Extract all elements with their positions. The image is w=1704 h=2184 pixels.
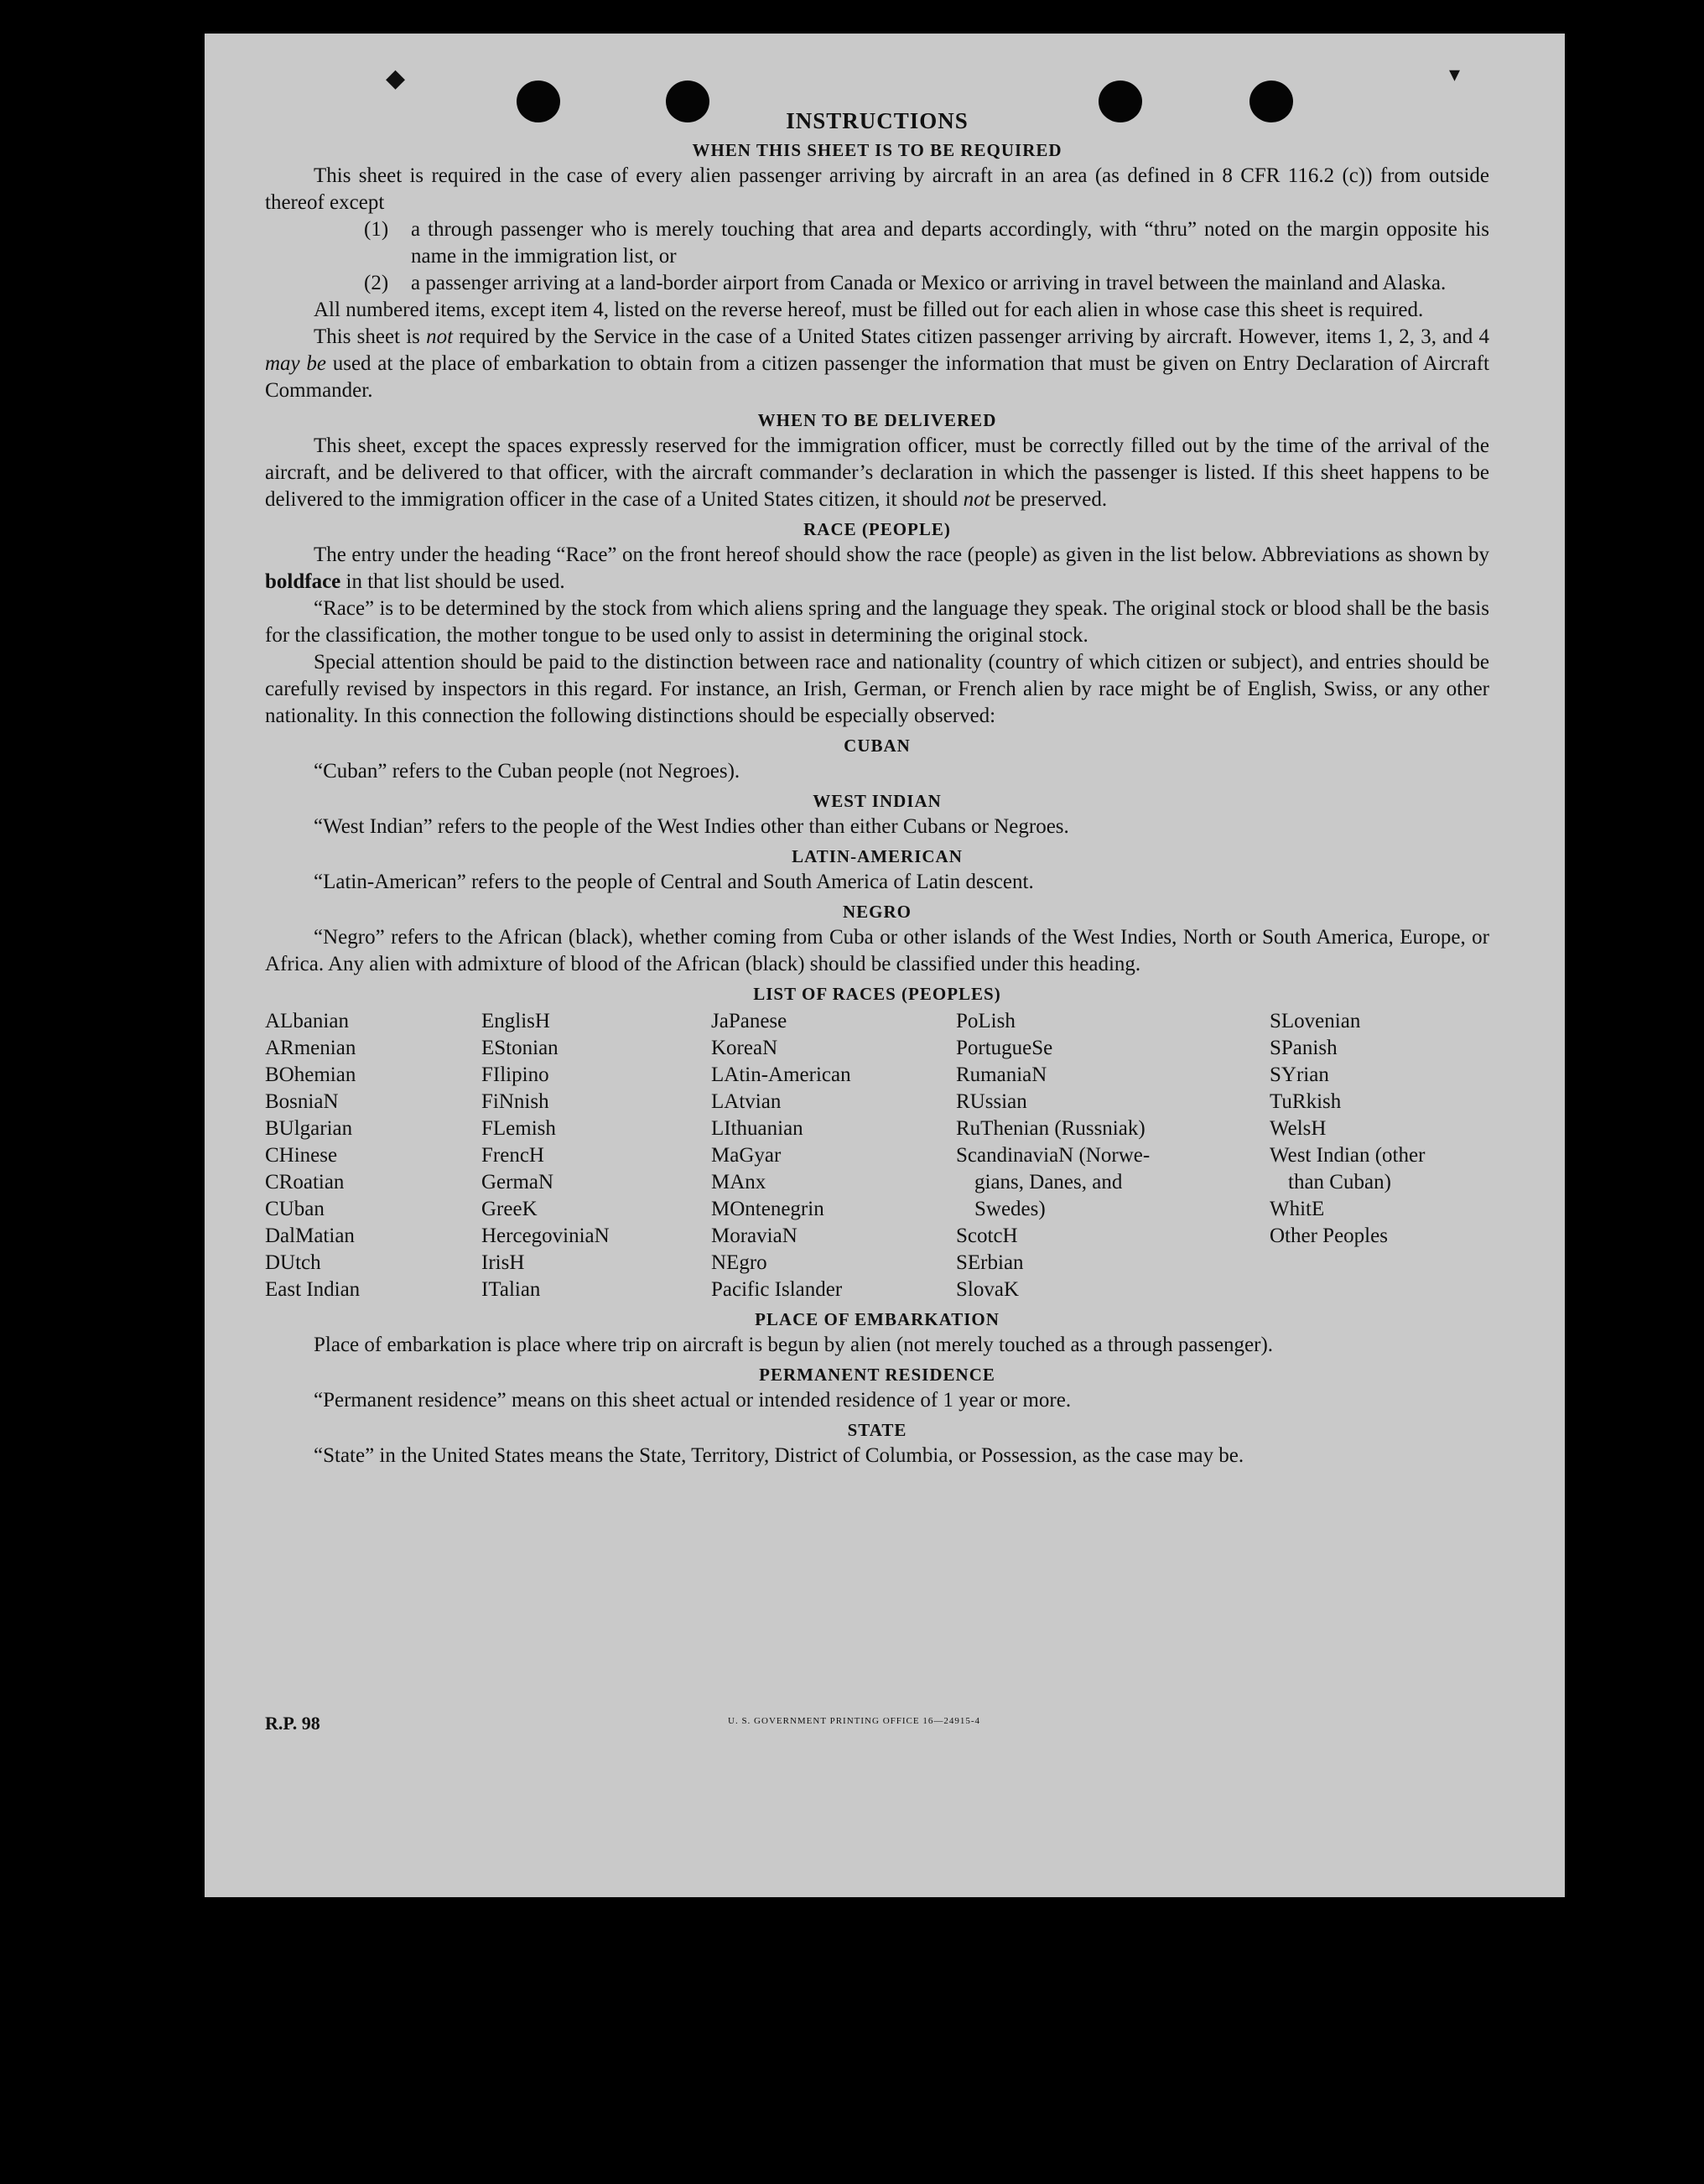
race-list-item-continued: than Cuban)	[1288, 1171, 1391, 1193]
race-list-item: MOntenegrin	[711, 1198, 824, 1220]
instructions-body	[265, 107, 1489, 1469]
race-list-item: GreeK	[481, 1198, 538, 1220]
race-list-item: MaGyar	[711, 1144, 782, 1167]
race-list-item: MoraviaN	[711, 1225, 797, 1247]
race-paragraph-3: Special attention should be paid to the distinction between race and nationality (country of which citizen or subject), and entries should be carefully revised by inspectors in this regard. For instance, an Irish, German, or French alien by race might be of English, Swiss, or any other nationality. In this connection the following distinctions should be especially observed:	[265, 651, 1489, 727]
race-list-item: WelsH	[1270, 1117, 1327, 1140]
document-page	[205, 34, 1565, 1897]
section-heading-delivered: WHEN TO BE DELIVERED	[757, 410, 997, 430]
race-list-item: FiNnish	[481, 1090, 549, 1113]
section-heading-negro: NEGRO	[842, 902, 912, 922]
race-list-item: Other Peoples	[1270, 1225, 1388, 1247]
section-heading-required: WHEN THIS SHEET IS TO BE REQUIRED	[692, 140, 1062, 160]
race-list-item: TuRkish	[1270, 1090, 1342, 1113]
race-list-item: SYrian	[1270, 1063, 1329, 1086]
race-list-column-2	[481, 1008, 711, 1303]
race-list-item: DUtch	[265, 1251, 321, 1274]
race-list-item: IrisH	[481, 1251, 525, 1274]
race-list-item: ITalian	[481, 1278, 541, 1301]
race-list-item: BUlgarian	[265, 1117, 353, 1140]
negro-text: “Negro” refers to the African (black), whether coming from Cuba or other islands of the West Indies, North or South America, Europe, or Africa. Any alien with admixture of blood of the African (black) should be classified under this heading.	[265, 926, 1489, 975]
exception-item-2	[364, 270, 1489, 297]
race-list-item: HercegoviniaN	[481, 1225, 610, 1247]
section-heading-race: RACE (PEOPLE)	[803, 519, 951, 539]
ink-mark: ◆	[386, 65, 406, 92]
race-list-item: BosniaN	[265, 1090, 339, 1113]
section-heading-residence: PERMANENT RESIDENCE	[759, 1365, 995, 1385]
page-footer	[265, 1711, 1489, 1736]
race-list-item: CUban	[265, 1198, 325, 1220]
race-list-item: CRoatian	[265, 1171, 345, 1193]
race-list-item: GermaN	[481, 1171, 554, 1193]
section-heading-latin-american: LATIN-AMERICAN	[792, 846, 963, 866]
ink-mark: ▾	[1449, 62, 1461, 86]
race-paragraph-2: “Race” is to be determined by the stock from which aliens spring and the language they speak. The original stock or blood shall be the basis for the classification, the mother tongue to be used only to assist in determining the original stock.	[265, 597, 1489, 647]
race-list-item: LAtin-American	[711, 1063, 851, 1086]
race-list-item: PoLish	[956, 1010, 1016, 1032]
embarkation-text: Place of embarkation is place where trip on aircraft is begun by alien (not merely touched as a through passenger).	[314, 1334, 1274, 1356]
form-number: R.P. 98	[265, 1713, 320, 1734]
numbered-items-note: All numbered items, except item 4, listed on the reverse hereof, must be filled out for each alien in whose case this sheet is required.	[314, 299, 1424, 321]
race-list-item: MAnx	[711, 1171, 766, 1193]
race-list-item: CHinese	[265, 1144, 338, 1167]
race-list-item: ScandinaviaN (Norwe-	[956, 1144, 1151, 1167]
delivered-text: This sheet, except the spaces expressly reserved for the immigration officer, must be correctly filled out by the time of the arrival of the aircraft, and be delivered to that officer, with the aircraft commander’s declaration in which the passenger is listed. If this sheet happens to be delivered to the immigration officer in the case of a United States citizen, it should not be preserved.	[265, 434, 1489, 511]
race-list-item: BOhemian	[265, 1063, 356, 1086]
race-list-item: RuThenian (Russniak)	[956, 1117, 1146, 1140]
race-list-item: FIlipino	[481, 1063, 549, 1086]
race-list-item: NEgro	[711, 1251, 767, 1274]
race-list-item: LIthuanian	[711, 1117, 803, 1140]
section-heading-state: STATE	[847, 1420, 907, 1440]
race-list-item: Pacific Islander	[711, 1278, 843, 1301]
race-list-item: DalMatian	[265, 1225, 355, 1247]
race-list-item: KoreaN	[711, 1037, 778, 1059]
latin-american-text: “Latin-American” refers to the people of Central and South America of Latin descent.	[314, 871, 1034, 893]
race-list-item: SlovaK	[956, 1278, 1019, 1301]
item-text: a passenger arriving at a land-border airport from Canada or Mexico or arriving in travel between the mainland and Alaska.	[411, 272, 1447, 294]
race-list-item: East Indian	[265, 1278, 361, 1301]
race-list-column-5	[1270, 1008, 1489, 1303]
race-list-item: EStonian	[481, 1037, 558, 1059]
race-list-item: RUssian	[956, 1090, 1027, 1113]
race-list-item-continued: gians, Danes, and	[974, 1171, 1123, 1193]
race-list-item: West Indian (other	[1270, 1144, 1426, 1167]
race-list-item: RumaniaN	[956, 1063, 1047, 1086]
west-indian-text: “West Indian” refers to the people of the West Indies other than either Cubans or Negroes.	[314, 815, 1069, 838]
printing-office-imprint: U. S. GOVERNMENT PRINTING OFFICE 16—24915-4	[728, 1716, 981, 1726]
race-list-item: SErbian	[956, 1251, 1024, 1274]
cuban-text: “Cuban” refers to the Cuban people (not Negroes).	[314, 760, 740, 783]
race-list-column-1	[265, 1008, 481, 1303]
race-list-item: PortugueSe	[956, 1037, 1053, 1059]
required-intro: This sheet is required in the case of every alien passenger arriving by aircraft in an area (as defined in 8 CFR 116.2 (c)) from outside thereof except	[265, 164, 1489, 214]
item-text: a through passenger who is merely touching that area and departs accordingly, with “thru” noted on the margin opposite his name in the immigration list, or	[411, 218, 1489, 268]
citizen-note: This sheet is not required by the Service in the case of a United States citizen passenger arriving by aircraft. However, items 1, 2, 3, and 4 may be used at the place of embarkation to obtain from a citizen passenger the information that must be given on Entry Declaration of Aircraft Commander.	[265, 325, 1490, 402]
state-text: “State” in the United States means the State, Territory, District of Columbia, or Possession, as the case may be.	[314, 1444, 1244, 1467]
section-heading-race-list: LIST OF RACES (PEOPLES)	[753, 984, 1001, 1004]
residence-text: “Permanent residence” means on this sheet actual or intended residence of 1 year or more.	[314, 1389, 1072, 1412]
section-heading-west-indian: WEST INDIAN	[813, 791, 942, 811]
race-list-item: ALbanian	[265, 1010, 349, 1032]
race-list-item: ARmenian	[265, 1037, 356, 1059]
race-list-item: SPanish	[1270, 1037, 1338, 1059]
item-number: (2)	[364, 272, 389, 294]
race-paragraph-1: The entry under the heading “Race” on the front hereof should show the race (people) as given in the list below. Abbreviations as shown by boldface in that list should be used.	[265, 543, 1489, 593]
section-heading-embarkation: PLACE OF EMBARKATION	[755, 1309, 1000, 1329]
page-title: INSTRUCTIONS	[786, 108, 969, 133]
race-list-item: JaPanese	[711, 1010, 787, 1032]
section-heading-cuban: CUBAN	[844, 736, 911, 756]
race-list	[265, 1008, 1489, 1303]
exception-item-1	[364, 216, 1489, 270]
race-list-item-continued: Swedes)	[974, 1198, 1046, 1220]
race-list-item: SLovenian	[1270, 1010, 1361, 1032]
race-list-item: ScotcH	[956, 1225, 1018, 1247]
race-list-item: WhitE	[1270, 1198, 1325, 1220]
race-list-item: LAtvian	[711, 1090, 782, 1113]
race-list-item: EnglisH	[481, 1010, 550, 1032]
race-list-column-3	[711, 1008, 956, 1303]
race-list-item: FrencH	[481, 1144, 544, 1167]
race-list-column-4	[956, 1008, 1270, 1303]
race-list-item: FLemish	[481, 1117, 556, 1140]
item-number: (1)	[364, 218, 389, 241]
